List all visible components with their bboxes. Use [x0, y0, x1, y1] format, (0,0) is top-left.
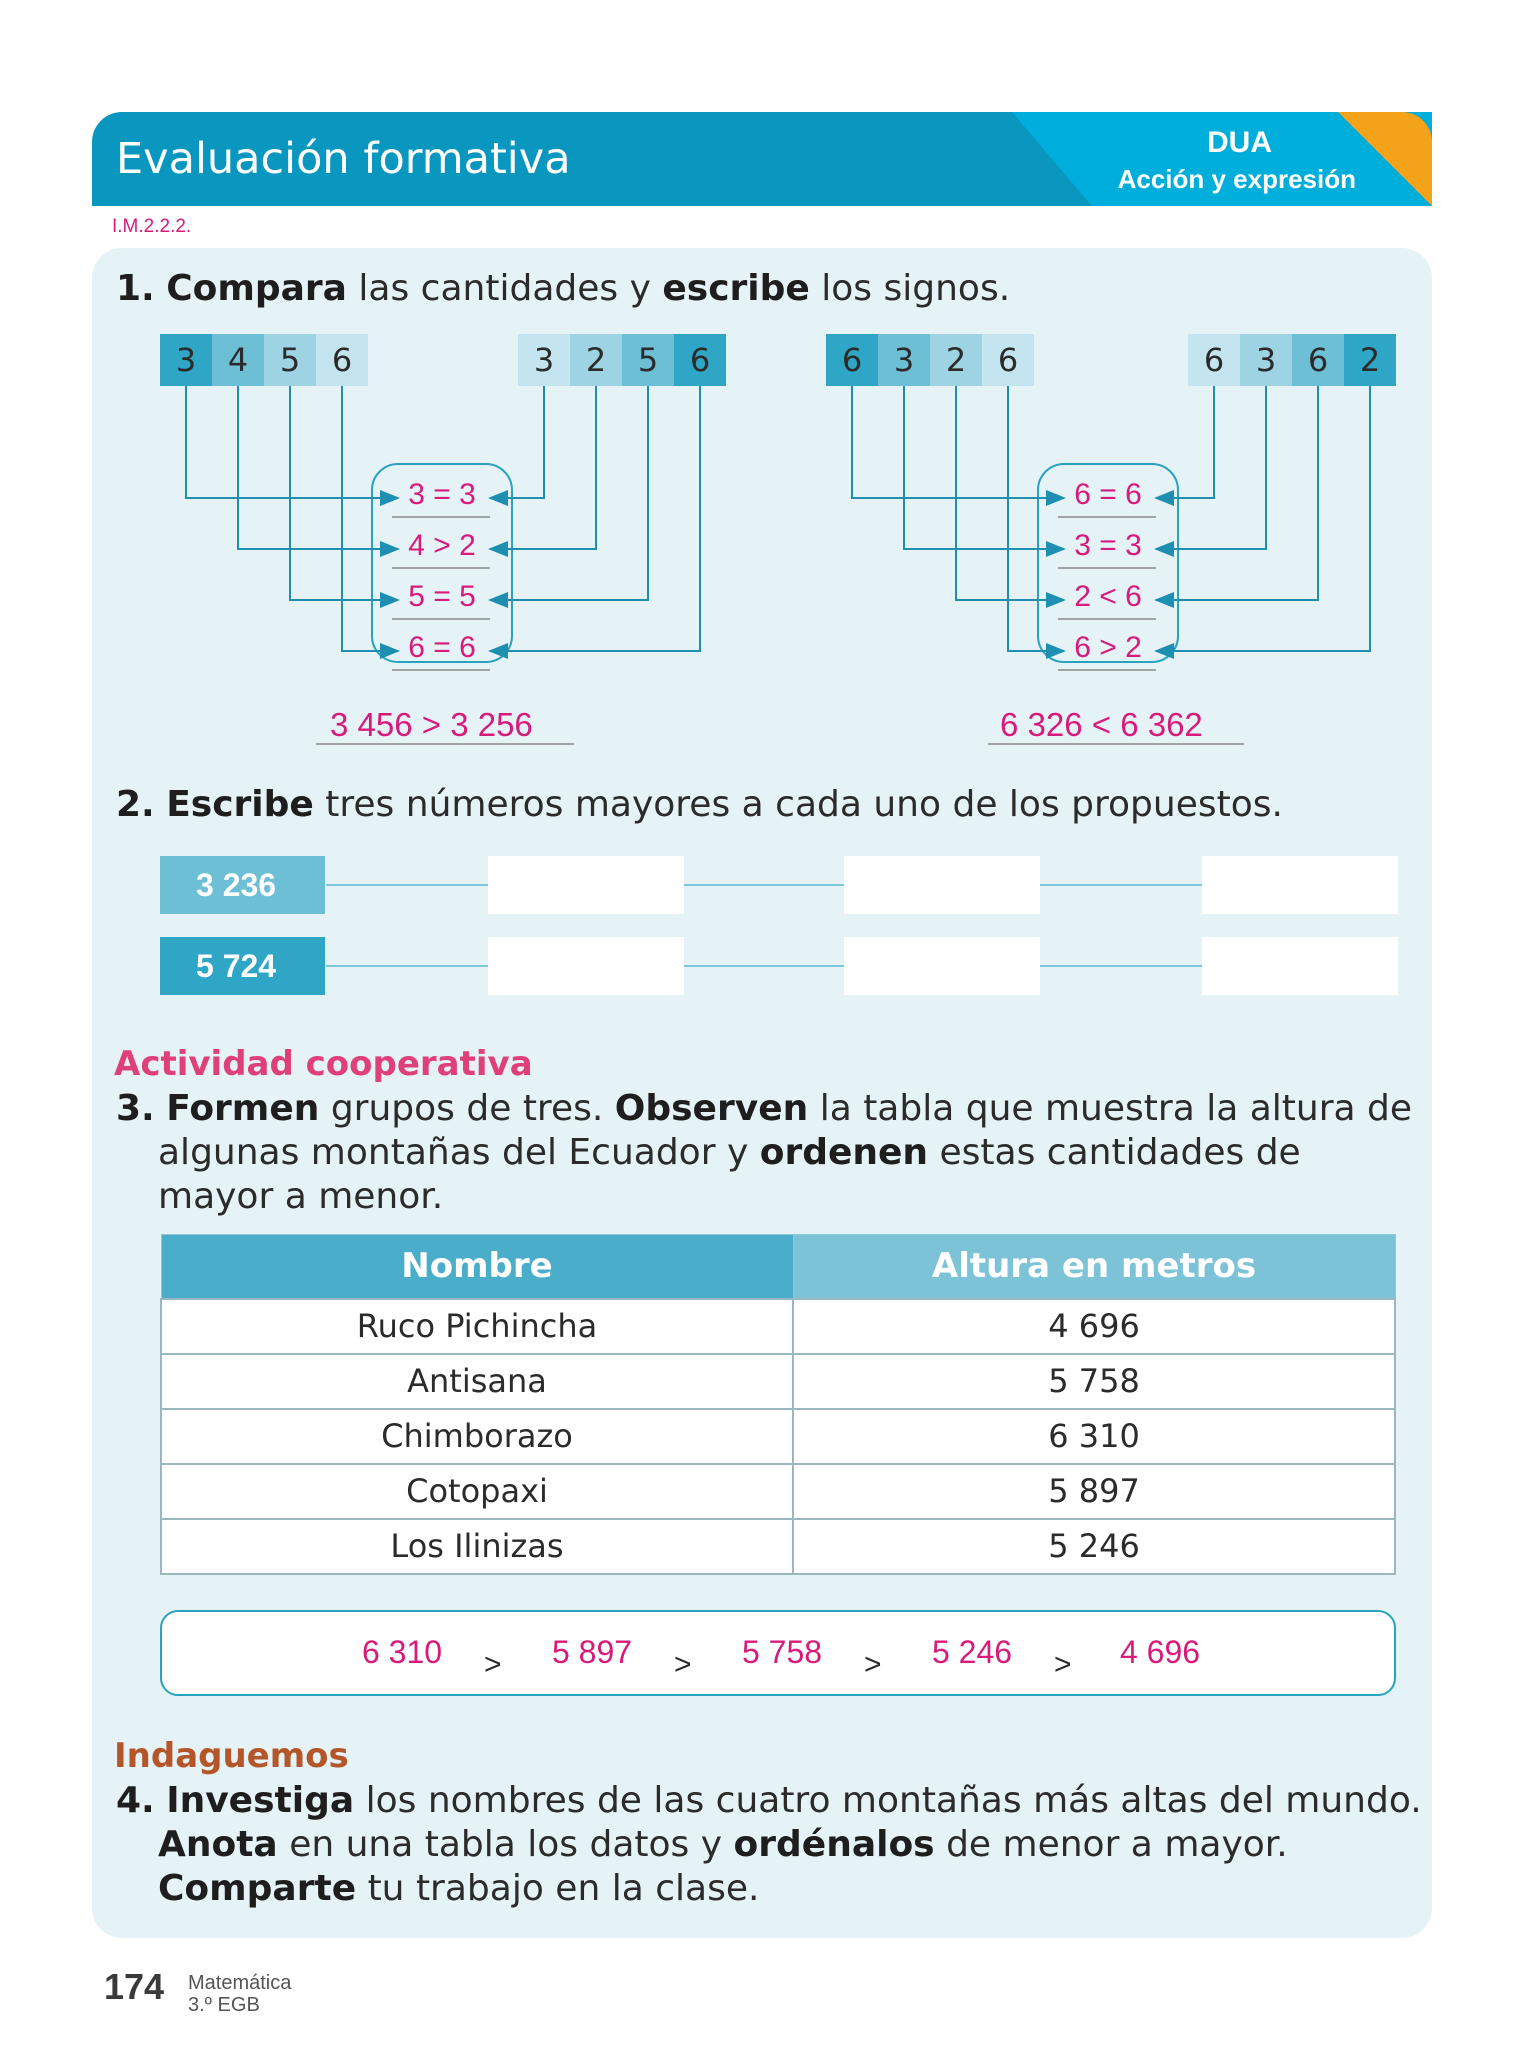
- mountain-name: Los Ilinizas: [161, 1519, 793, 1574]
- result-right: 6 326 < 6 362: [1000, 706, 1203, 743]
- ordered-value: 6 310: [361, 1634, 443, 1670]
- q3-text: algunas montañas del Ecuador y: [158, 1132, 749, 1173]
- q1-number: 1.: [116, 268, 155, 309]
- mountain-height: 5 246: [793, 1519, 1395, 1574]
- digit-cell: 2: [930, 334, 982, 386]
- digit-cell: 4: [212, 334, 264, 386]
- mountains-table: [160, 1234, 1396, 1575]
- section-title-indaguemos: Indaguemos: [114, 1736, 349, 1776]
- q2-text: tres números mayores a cada uno de los propuestos.: [325, 784, 1283, 825]
- ordered-value: 5 758: [741, 1634, 823, 1670]
- mountain-name: Ruco Pichincha: [161, 1299, 793, 1354]
- dua-subtitle: Acción y expresión: [1117, 164, 1356, 194]
- digit-cell: 6: [1188, 334, 1240, 386]
- q4-verb-investiga: Investiga: [166, 1780, 355, 1821]
- comparison-answer: 6 = 6: [1074, 478, 1142, 511]
- greater-than-sign: >: [864, 1648, 882, 1681]
- q4-number: 4.: [116, 1780, 155, 1821]
- digit-cell: 5: [622, 334, 674, 386]
- ordered-value: 5 246: [931, 1634, 1013, 1670]
- q3-text: grupos de tres.: [330, 1088, 604, 1129]
- q1-text-end: los signos.: [821, 268, 1011, 309]
- answer-field[interactable]: [488, 856, 684, 914]
- digit-cell: 6: [1292, 334, 1344, 386]
- comparison-answer: 6 > 2: [1074, 631, 1142, 664]
- q4-verb-anota: Anota: [158, 1824, 278, 1865]
- given-number: 5 724: [160, 937, 325, 995]
- digit-cell: 5: [264, 334, 316, 386]
- q3-text: la tabla que muestra la altura de: [819, 1088, 1412, 1129]
- column-header-name: Nombre: [161, 1235, 793, 1299]
- footer-grade: 3.º EGB: [188, 1994, 260, 2016]
- q2-number: 2.: [116, 784, 155, 825]
- digit-cell: 3: [160, 334, 212, 386]
- page-number: 174: [104, 1966, 165, 2007]
- greater-than-sign: >: [674, 1648, 692, 1681]
- column-header-height: Altura en metros: [793, 1235, 1395, 1299]
- comparison-answer: 3 = 3: [1074, 529, 1142, 562]
- table-header-row: [161, 1235, 1395, 1299]
- q3-instruction-line3: mayor a menor.: [158, 1176, 444, 1217]
- footer-subject: Matemática: [188, 1972, 292, 1994]
- mountain-name: Cotopaxi: [161, 1464, 793, 1519]
- digit-cell: 2: [570, 334, 622, 386]
- comparison-answer: 2 < 6: [1074, 580, 1142, 613]
- digit-cell: 6: [316, 334, 368, 386]
- greater-than-sign: >: [1054, 1648, 1072, 1681]
- answer-field[interactable]: [1202, 937, 1398, 995]
- result-left: 3 456 > 3 256: [330, 706, 533, 743]
- ordered-value: 4 696: [1119, 1634, 1201, 1670]
- digit-cell: 2: [1344, 334, 1396, 386]
- q4-instruction-line3: [158, 1868, 759, 1909]
- answer-field[interactable]: [844, 937, 1040, 995]
- greater-than-sign: >: [484, 1648, 502, 1681]
- digit-cell: 3: [1240, 334, 1292, 386]
- table-row: [161, 1519, 1395, 1574]
- table-row: [161, 1299, 1395, 1354]
- q2-verb-escribe: Escribe: [166, 784, 314, 825]
- q3-verb-observen: Observen: [614, 1088, 809, 1129]
- indicator-code: I.M.2.2.2.: [112, 216, 192, 237]
- section-title-cooperativa: Actividad cooperativa: [114, 1044, 533, 1084]
- q4-instruction-line1: [116, 1780, 1422, 1821]
- comparison-answer: 4 > 2: [408, 529, 476, 562]
- digit-cell: 6: [826, 334, 878, 386]
- answer-field[interactable]: [488, 937, 684, 995]
- comparison-answer: 6 = 6: [408, 631, 476, 664]
- q3-verb-formen: Formen: [166, 1088, 320, 1129]
- q4-text: tu trabajo en la clase.: [367, 1868, 760, 1909]
- q4-instruction-line2: [158, 1824, 1288, 1865]
- q3-number: 3.: [116, 1088, 155, 1129]
- digit-cell: 3: [878, 334, 930, 386]
- q4-verb-ordenalos: ordénalos: [733, 1824, 935, 1865]
- q3-verb-ordenen: ordenen: [759, 1132, 929, 1173]
- answer-field[interactable]: [1202, 856, 1398, 914]
- q1-instruction: [116, 268, 1010, 309]
- given-number: 3 236: [160, 856, 325, 914]
- comparison-answer: 5 = 5: [408, 580, 476, 613]
- mountain-height: 6 310: [793, 1409, 1395, 1464]
- comparison-answer: 3 = 3: [408, 478, 476, 511]
- q4-text: de menor a mayor.: [946, 1824, 1288, 1865]
- q3-instruction-line1: [116, 1088, 1412, 1129]
- mountain-height: 4 696: [793, 1299, 1395, 1354]
- q2-instruction: [116, 784, 1283, 825]
- q3-instruction-line2: [158, 1132, 1301, 1173]
- q1-text: las cantidades y: [358, 268, 651, 309]
- section-header: [92, 112, 1432, 206]
- mountain-name: Antisana: [161, 1354, 793, 1409]
- ordered-value: 5 897: [551, 1634, 633, 1670]
- q4-text: en una tabla los datos y: [289, 1824, 723, 1865]
- table-row: [161, 1464, 1395, 1519]
- table-row: [161, 1409, 1395, 1464]
- q1-verb-compara: Compara: [166, 268, 347, 309]
- mountain-name: Chimborazo: [161, 1409, 793, 1464]
- q1-verb-escribe: escribe: [662, 268, 810, 309]
- q4-text: los nombres de las cuatro montañas más altas del mundo.: [365, 1780, 1422, 1821]
- page-title: Evaluación formativa: [116, 134, 571, 184]
- digit-cell: 6: [982, 334, 1034, 386]
- q4-verb-comparte: Comparte: [158, 1868, 357, 1909]
- mountain-height: 5 758: [793, 1354, 1395, 1409]
- q3-text: estas cantidades de: [939, 1132, 1301, 1173]
- table-row: [161, 1354, 1395, 1409]
- answer-field[interactable]: [844, 856, 1040, 914]
- digit-cell: 3: [518, 334, 570, 386]
- mountain-height: 5 897: [793, 1464, 1395, 1519]
- digit-cell: 6: [674, 334, 726, 386]
- dua-label: DUA: [1207, 126, 1272, 159]
